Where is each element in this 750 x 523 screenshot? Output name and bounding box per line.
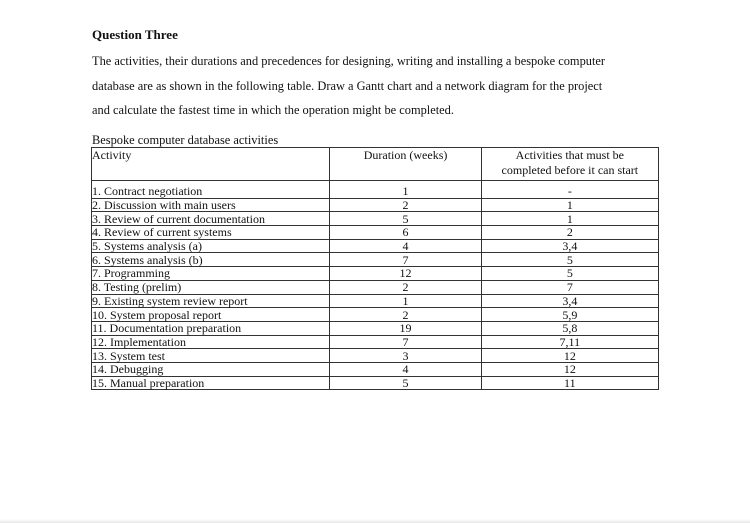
table-row xyxy=(92,321,659,335)
precedence-cell: 1 xyxy=(481,212,658,226)
paragraph-line: and calculate the fastest time in which the operation might be completed. xyxy=(92,103,454,117)
activity-cell: 8. Testing (prelim) xyxy=(92,280,330,294)
activity-cell: 9. Existing system review report xyxy=(92,294,330,308)
precedence-cell: 12 xyxy=(481,349,658,363)
table-row xyxy=(92,362,659,376)
activity-cell: 12. Implementation xyxy=(92,335,330,349)
header-duration: Duration (weeks) xyxy=(330,148,481,181)
table-row xyxy=(92,280,659,294)
duration-cell: 5 xyxy=(330,376,481,390)
activity-cell: 3. Review of current documentation xyxy=(92,212,330,226)
duration-cell: 2 xyxy=(330,308,481,322)
precedence-cell: 2 xyxy=(481,226,658,240)
duration-cell: 3 xyxy=(330,349,481,363)
table-row xyxy=(92,335,659,349)
table-row xyxy=(92,226,659,240)
table-row xyxy=(92,349,659,363)
duration-cell: 19 xyxy=(330,321,481,335)
page-edge-shadow xyxy=(0,519,750,523)
table-row xyxy=(92,308,659,322)
table-row xyxy=(92,294,659,308)
activity-cell: 5. Systems analysis (a) xyxy=(92,239,330,253)
precedence-cell: 5,9 xyxy=(481,308,658,322)
activity-cell: 15. Manual preparation xyxy=(92,376,330,390)
header-precedence xyxy=(481,148,658,181)
paragraph-line: The activities, their durations and precedences for designing, writing and installing a bespoke computer xyxy=(92,54,606,68)
header-precedence-line1: Activities that must be xyxy=(515,148,624,162)
activity-cell: 14. Debugging xyxy=(92,362,330,376)
table-row xyxy=(92,376,659,390)
duration-cell: 2 xyxy=(330,198,481,212)
precedence-cell: 5 xyxy=(481,267,658,281)
table-row xyxy=(92,267,659,281)
table-caption: Bespoke computer database activities xyxy=(92,133,279,147)
table-body xyxy=(92,181,659,390)
activity-cell: 7. Programming xyxy=(92,267,330,281)
precedence-cell: 7 xyxy=(481,280,658,294)
precedence-cell: 5,8 xyxy=(481,321,658,335)
duration-cell: 6 xyxy=(330,226,481,240)
duration-cell: 5 xyxy=(330,212,481,226)
activity-cell: 1. Contract negotiation xyxy=(92,181,330,199)
header-precedence-line2: completed before it can start xyxy=(501,163,639,177)
duration-cell: 1 xyxy=(330,181,481,199)
precedence-cell: 3,4 xyxy=(481,239,658,253)
table-row xyxy=(92,239,659,253)
activity-cell: 11. Documentation preparation xyxy=(92,321,330,335)
precedence-cell: 11 xyxy=(481,376,658,390)
table-row xyxy=(92,212,659,226)
question-heading: Question Three xyxy=(92,27,178,42)
duration-cell: 1 xyxy=(330,294,481,308)
table-header-row xyxy=(92,148,659,181)
duration-cell: 4 xyxy=(330,239,481,253)
activity-cell: 6. Systems analysis (b) xyxy=(92,253,330,267)
duration-cell: 2 xyxy=(330,280,481,294)
duration-cell: 7 xyxy=(330,253,481,267)
duration-cell: 12 xyxy=(330,267,481,281)
header-activity: Activity xyxy=(92,148,330,181)
table-row xyxy=(92,181,659,199)
precedence-cell: 7,11 xyxy=(481,335,658,349)
activity-cell: 2. Discussion with main users xyxy=(92,198,330,212)
precedence-cell: 5 xyxy=(481,253,658,267)
activity-cell: 10. System proposal report xyxy=(92,308,330,322)
precedence-cell: 12 xyxy=(481,362,658,376)
paragraph-line: database are as shown in the following table. Draw a Gantt chart and a network diagram for the project xyxy=(92,78,603,93)
activities-table xyxy=(91,147,659,390)
precedence-cell: 1 xyxy=(481,198,658,212)
table-row xyxy=(92,198,659,212)
table-row xyxy=(92,253,659,267)
question-paragraph xyxy=(92,49,682,123)
activity-cell: 13. System test xyxy=(92,349,330,363)
duration-cell: 4 xyxy=(330,362,481,376)
activity-cell: 4. Review of current systems xyxy=(92,226,330,240)
precedence-cell: - xyxy=(481,181,658,199)
precedence-cell: 3,4 xyxy=(481,294,658,308)
duration-cell: 7 xyxy=(330,335,481,349)
